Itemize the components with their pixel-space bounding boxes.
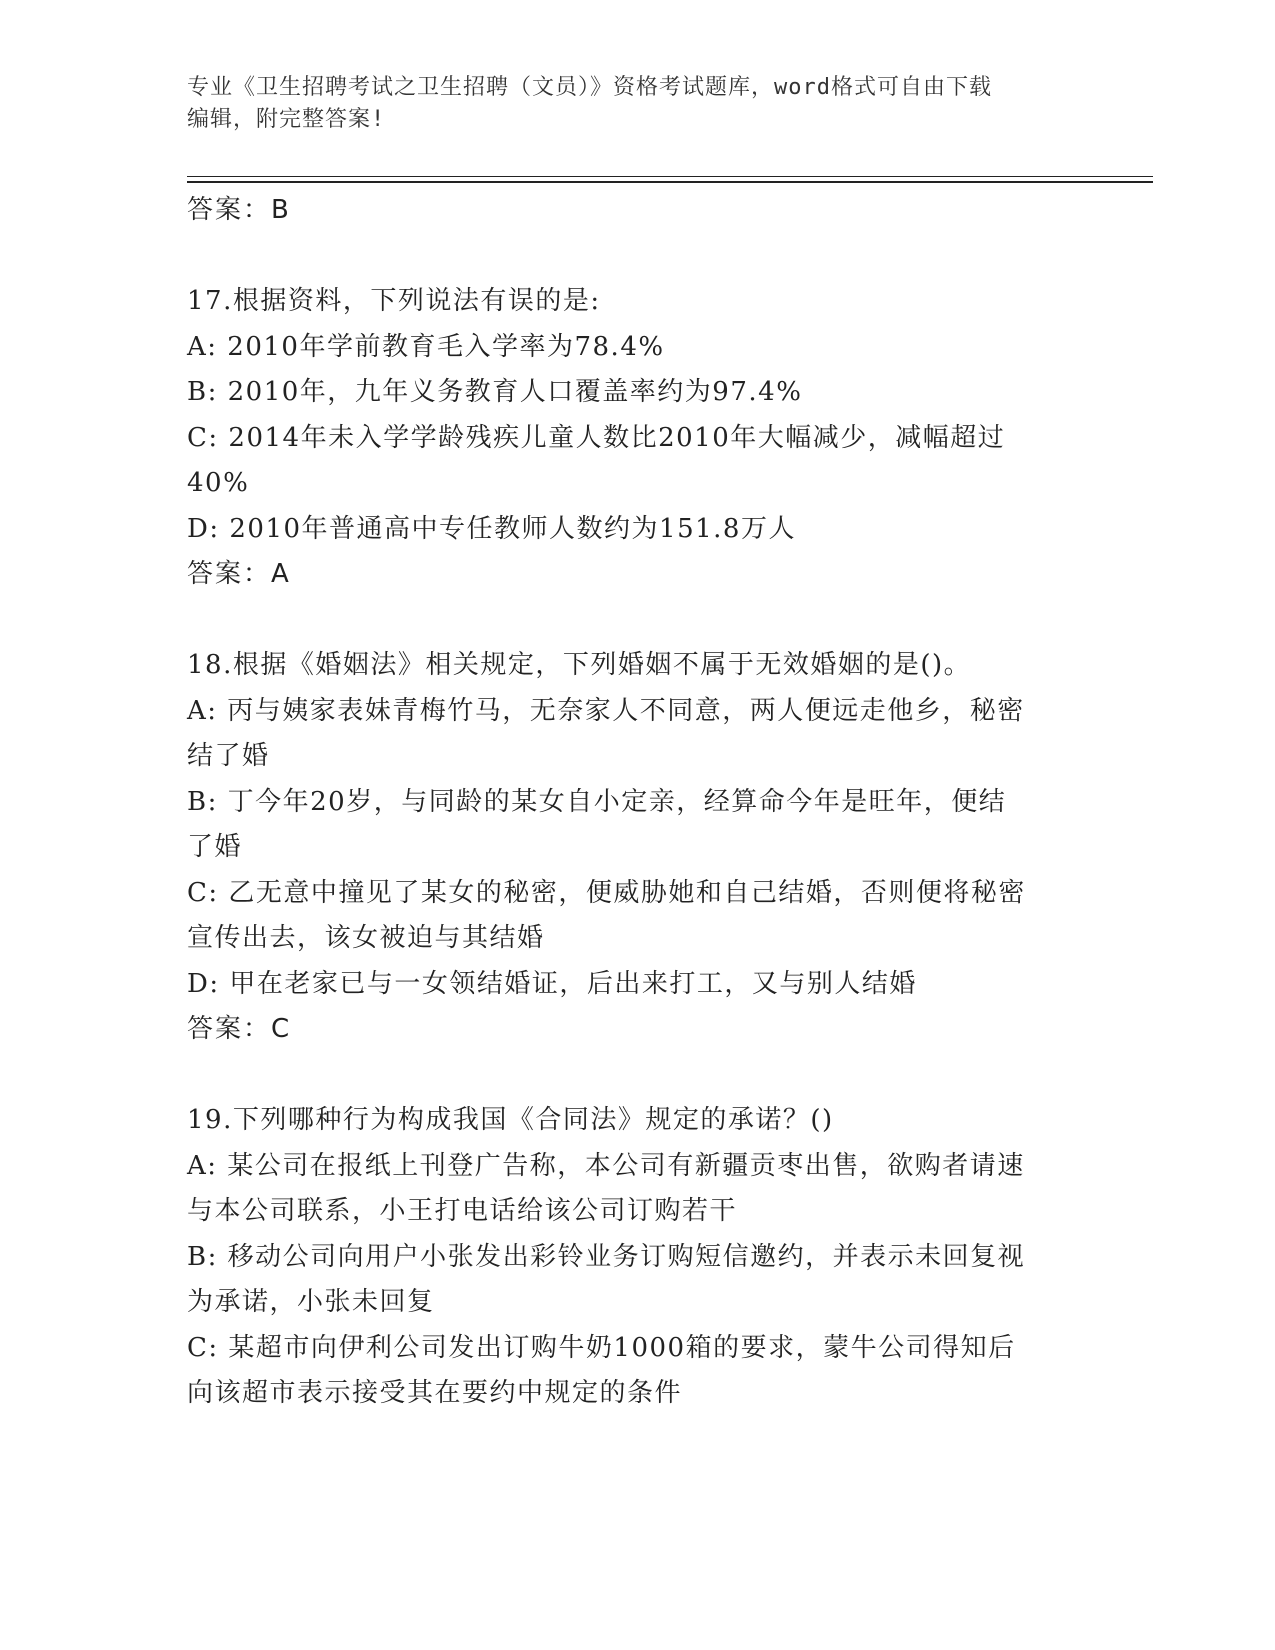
option-d: D: 甲在老家已与一女领结婚证，后出来打工，又与别人结婚	[187, 968, 917, 999]
option-a-continued: 结了婚	[187, 741, 270, 771]
header-line-1: 专业《卫生招聘考试之卫生招聘（文员）》资格考试题库，word格式可自由下载	[187, 75, 992, 100]
header-divider-thin	[187, 176, 1153, 177]
spacer	[187, 598, 1087, 644]
spacer	[187, 1053, 1087, 1099]
option-d: D: 2010年普通高中专任教师人数约为151.8万人	[187, 513, 796, 544]
question-18	[187, 643, 1087, 1053]
option-a-continued: 与本公司联系，小王打电话给该公司订购若干	[187, 1196, 738, 1226]
option-b: B: 移动公司向用户小张发出彩铃业务订购短信邀约，并表示未回复视	[187, 1241, 1026, 1272]
option-c: C: 乙无意中撞见了某女的秘密，便威胁她和自己结婚，否则便将秘密	[187, 877, 1026, 908]
document-header	[187, 72, 1067, 136]
option-b: B: 丁今年20岁，与同龄的某女自小定亲，经算命今年是旺年，便结	[187, 786, 1007, 817]
answer-18: 答案：C	[187, 1014, 292, 1044]
option-c: C: 某超市向伊利公司发出订购牛奶1000箱的要求，蒙牛公司得知后	[187, 1332, 1016, 1363]
question-stem: 18.根据《婚姻法》相关规定，下列婚姻不属于无效婚姻的是()。	[187, 650, 972, 680]
option-c-continued: 向该超市表示接受其在要约中规定的条件	[187, 1378, 683, 1408]
question-19	[187, 1098, 1087, 1417]
answer-16: 答案：B	[187, 195, 291, 225]
question-stem: 19.下列哪种行为构成我国《合同法》规定的承诺？()	[187, 1105, 834, 1135]
spacer	[187, 234, 1087, 280]
option-c: C: 2014年未入学学龄残疾儿童人数比2010年大幅减少，减幅超过	[187, 422, 1006, 453]
option-a: A: 2010年学前教育毛入学率为78.4%	[187, 331, 665, 362]
option-a: A: 某公司在报纸上刊登广告称，本公司有新疆贡枣出售，欲购者请速	[187, 1150, 1025, 1181]
option-a: A: 丙与姨家表妹青梅竹马，无奈家人不同意，两人便远走他乡，秘密	[187, 695, 1025, 726]
header-line-2: 编辑，附完整答案!	[187, 107, 386, 132]
option-c-continued: 40%	[187, 468, 250, 498]
question-stem: 17.根据资料，下列说法有误的是:	[187, 286, 601, 316]
question-17	[187, 279, 1087, 598]
document-body	[187, 188, 1087, 1417]
answer-17: 答案：A	[187, 559, 291, 589]
option-b-continued: 为承诺，小张未回复	[187, 1287, 435, 1317]
option-c-continued: 宣传出去，该女被迫与其结婚	[187, 923, 545, 953]
header-divider-thick	[187, 181, 1153, 183]
option-b: B: 2010年，九年义务教育人口覆盖率约为97.4%	[187, 377, 803, 407]
option-b-continued: 了婚	[187, 832, 243, 862]
